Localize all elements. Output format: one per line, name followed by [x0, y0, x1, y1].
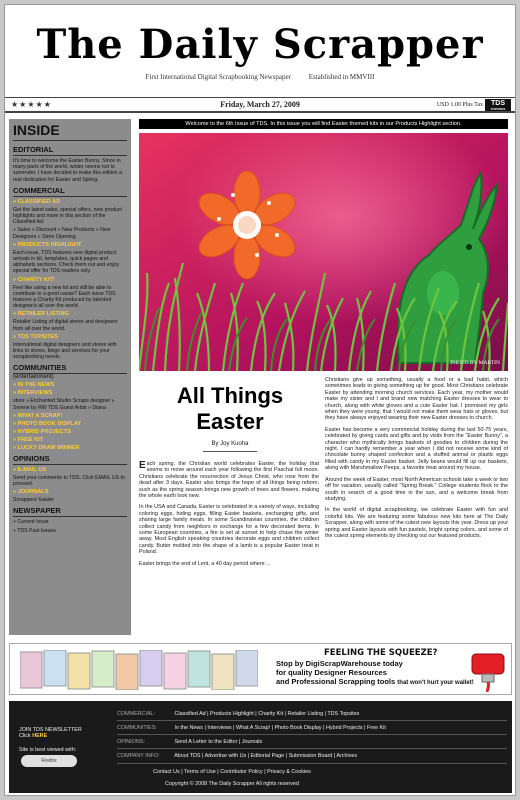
- ad-kit-thumbnails: [20, 650, 258, 690]
- headline-line-2: Easter: [196, 409, 264, 434]
- easter-photo-illustration: [139, 133, 508, 371]
- footer-policy-links[interactable]: Contact Us | Terms of Use | Contributor Policy | Privacy & Cookies: [153, 769, 311, 775]
- sidebar-link-interviews[interactable]: » INTERVIEWS: [13, 390, 127, 396]
- footer-row-label: COMMUNITIES:: [117, 725, 157, 731]
- newspaper-title: The Daily Scrapper: [36, 21, 484, 68]
- footer-row-links[interactable]: Send A Letter to the Editor | Journals: [174, 739, 263, 745]
- sidebar-link-what-a-scrap[interactable]: » WHAT A SCRAP!: [13, 413, 127, 419]
- footer-copyright: Copyright © 2008 The Daily Scrapper All rights reserved: [165, 781, 299, 787]
- footer-row-links[interactable]: About TDS | Advertise with Us | Editorial Page | Submission Board | Archives: [174, 753, 358, 759]
- section-heading-opinions: OPINIONS: [13, 454, 127, 465]
- sidebar-link-classified-ad[interactable]: » CLASSIFIED AD: [13, 199, 127, 205]
- best-viewed-label: Site is best viewed with:: [19, 747, 77, 753]
- footer-row-links[interactable]: In the News | Interviews | What A Scrap! | Photo Book Display | Hybrid Projects | Free Kit: [174, 725, 386, 731]
- sidebar-desc-classified-ad: Get the latest sales, special offers, new product highlights and more in this section of the Classified Ad.: [13, 206, 122, 226]
- article-paragraph: Easter has become a very commercial holiday during the last 50-75 years, celebrated by giving cards and gifts and by visits from the "Easter Bunny", a character who mythically brings baskets of goodies to children during the night. I can hardly remember a year when I did not receive some kind of chocolate bunny shaped confection and a stuffed animal or plastic eggs filled with candy in my Easter basket. Jelly beans would fill up our baskets, along with Marshmallow Peeps, a favorite treat around my house.: [325, 426, 508, 472]
- tagline: First International Digital Scrapbooking Newspaper: [145, 73, 291, 81]
- sidebar-classified-links[interactable]: » Sales » Discount » New Products » New Designers » Store Opening: [13, 227, 111, 240]
- sidebar-desc-products-highlight: Each issue, TDS features new digital product arrivals in kit, templates, quick pages and alphabets sections. Check them out and enjoy special offer for TDS readers only.: [13, 249, 120, 275]
- masthead-subtitle: [5, 73, 515, 81]
- article-headline: [145, 383, 315, 435]
- tds-topsites-badge[interactable]: [485, 99, 511, 111]
- sidebar-desc-email-us: Send your comments to TDS. Click EMAIL US to proceed.: [13, 474, 125, 488]
- article-byline: By Joy Kuoha: [211, 441, 249, 447]
- sidebar-link-lucky-draw-winner[interactable]: » LUCKY DRAW WINNER: [13, 445, 127, 451]
- newsletter-signup: [19, 727, 109, 753]
- welcome-banner: Welcome to the 6th Issue of TDS. In this issue you will find Easter themed kits in our Products Highlight section.: [139, 119, 508, 129]
- newsletter-link[interactable]: [19, 733, 109, 739]
- footer-row-label: COMPANY INFO:: [117, 753, 160, 759]
- section-heading-commercial: COMMERCIAL: [13, 186, 127, 197]
- section-heading-communities: COMMUNITIES: [13, 363, 127, 374]
- established: Established in MMVIII: [308, 73, 375, 81]
- sidebar-desc-interviews: store » Enchanted Studio Scraps designer » Serene by RW TDS Guest Artist » Diana: [13, 398, 115, 411]
- sidebar-link-products-highlight[interactable]: » PRODUCTS HIGHLIGHT: [13, 242, 127, 248]
- section-heading-newspaper: NEWSPAPER: [13, 506, 127, 517]
- date-bar: [5, 97, 515, 113]
- article-paragraph: In the world of digital scrapbooking, we celebrate Easter with fun and colorful kits. We are featuring some fabulous new kits here at The Daily Scrapper, along with some of the cutest new layouts this year. Dress up your spring and Easter layouts with fun pastels, bright spring colors, and some of the cutest spring elements by checking out our featured products.: [325, 507, 508, 539]
- ad-line: [276, 668, 387, 677]
- sidebar-link-charity-kit[interactable]: » CHARITY KIT!: [13, 277, 127, 283]
- sidebar-link-in-the-news[interactable]: » IN THE NEWS: [13, 382, 127, 388]
- footer-row-links[interactable]: Classified Ad | Products Highlight | Charity Kit | Retailer Listing | TDS Topsites: [174, 711, 360, 717]
- ad-text: for quality Designer Resources: [276, 668, 387, 677]
- ad-text: that won't hurt your wallet!: [397, 680, 474, 686]
- issue-date: Friday, March 27, 2009: [220, 100, 300, 109]
- newsletter-label: JOIN TDS NEWSLETTER: [19, 727, 82, 733]
- article-column-2: [325, 377, 508, 544]
- rating-stars: ★★★★★: [11, 100, 52, 109]
- article-column-1: [139, 461, 319, 572]
- easter-photo: [139, 133, 508, 371]
- masthead: [5, 5, 515, 95]
- footer-row-label: COMMERCIAL:: [117, 711, 156, 717]
- footer-divider: [117, 720, 507, 721]
- sidebar-link-photo-book-display[interactable]: » PHOTO BOOK DISPLAY: [13, 421, 127, 427]
- sidebar-link-journals[interactable]: » JOURNALS: [13, 489, 127, 495]
- byline-divider: [203, 451, 257, 452]
- communities-subheading: (entertainment): [13, 374, 54, 381]
- firefox-badge[interactable]: Firefox: [21, 755, 77, 767]
- issue-price: USD 1.00 Plus Tax: [436, 102, 483, 108]
- sidebar-desc-journals: Scrappers' Easter: [13, 497, 55, 504]
- footer-divider: [117, 748, 507, 749]
- ad-line: [276, 677, 474, 686]
- footer-row-commercial: [117, 711, 507, 717]
- ad-line: Stop by DigiScrapWarehouse today: [276, 659, 403, 668]
- footer-row-opinions: [117, 739, 507, 745]
- footer-row-company-info: [117, 753, 507, 759]
- digiscrapwarehouse-ad[interactable]: [9, 643, 512, 695]
- footer-row-communities: [117, 725, 507, 731]
- sidebar-desc-tds-topsites: International digital designers and stores with links to stores, blogs and services for your scrapbooking needs.: [13, 341, 117, 361]
- here-link[interactable]: HERE: [32, 733, 48, 739]
- newspaper-page: [4, 4, 516, 796]
- badge-sublabel: TOPSITES: [490, 107, 506, 111]
- site-footer: [9, 701, 512, 793]
- sidebar-link-current-issue[interactable]: » Current Issue: [13, 519, 49, 526]
- article-paragraph: Around the week of Easter, most North American schools take a week or two off for vacation, usually called "Spring Break." College students flock to the south in search of a good time in the sun, and a welcome break from studying.: [325, 476, 508, 502]
- sidebar-desc-charity-kit: Feel like using a new kit and still be able to contribute to a good cause? Each issue TDS features a Charity Kit produced by talented designer/s all over the world.: [13, 284, 116, 310]
- ad-text: and Professional Scrapping tools: [276, 677, 396, 686]
- sidebar-link-tds-topsites[interactable]: » TDS TOPSITES: [13, 334, 127, 340]
- article-paragraph: In the USA and Canada, Easter is celebrated in a variety of ways, including coloring eggs, hiding eggs, filling Easter baskets, exchanging gifts, and sharing large family meals. In some Scandinavian countries, the children collect candy from neighbors in exchange for a few decorated items. In some European countries, a fire is set at sunset to help chase the winter away. Most English speaking countries decorate eggs and children collect candy. Butter molded into the shape of a lamb is a popular Easter treat in Poland.: [139, 504, 319, 556]
- click-text: Click: [19, 733, 31, 739]
- sidebar-link-past-issues[interactable]: » TDS Past Issues: [13, 527, 56, 534]
- article-paragraph: Christians give up something, usually a food or a bad habit, which sometimes leads to giving something up for good. Most Christians celebrate Easter by attending morning church services. Each year, my mother would make my sister and I and brand new matching Easter dresses to wear to church, along with white gloves and a cute Easter hat. I promised my girls when they were young, that I would not make them wear hats or gloves, but they have always enjoyed wearing their new Easter dresses to church.: [325, 377, 508, 422]
- article-paragraph: [139, 461, 319, 499]
- badge-label: TDS: [491, 100, 505, 107]
- article-paragraph: Easter brings the end of Lent, a 40 day period where ...: [139, 560, 271, 567]
- drop-cap: E: [139, 460, 146, 471]
- paragraph-text: ach spring, the Christian world celebrates Easter, the holiday that seems to move around each year following the first Paschal full moon. Christians celebrate the resurrection of Jesus Christ, who rose from the dead after 3 days. Easter also brings the hope of all things being reborn, such as the spring season brings new growth of trees and flowers, making the whole earth look new.: [139, 461, 319, 500]
- sidebar-title: INSIDE: [13, 122, 127, 141]
- footer-divider: [117, 734, 507, 735]
- sidebar-desc-retailer-listing: Retailer Listing of digital stores and designers from all over the world.: [13, 319, 118, 332]
- headline-line-1: All Things: [176, 383, 284, 408]
- sidebar-link-free-kit[interactable]: » FREE KIT: [13, 437, 127, 443]
- footer-row-label: OPINIONS:: [117, 739, 145, 745]
- footer-divider: [117, 763, 507, 764]
- ad-headline: FEELING THE SQUEEZE?: [324, 648, 438, 658]
- sidebar-link-retailer-listing[interactable]: » RETAILER LISTING: [13, 311, 127, 317]
- sidebar-link-email-us[interactable]: » E-MAIL US: [13, 467, 127, 473]
- editorial-summary: It's time to welcome the Easter Bunny. Since in many parts of the world, winter seems not to surrender, I have decided to make this edition a real dedication for Easter and Spring.: [13, 158, 123, 183]
- paint-tube-icon: [468, 648, 508, 692]
- sidebar-link-hybrid-projects[interactable]: » HYBRID PROJECTS: [13, 429, 127, 435]
- inside-sidebar: [9, 119, 131, 635]
- photo-credit: PHOTO BY MARTIN: [450, 360, 500, 366]
- section-heading-editorial[interactable]: EDITORIAL: [13, 145, 127, 156]
